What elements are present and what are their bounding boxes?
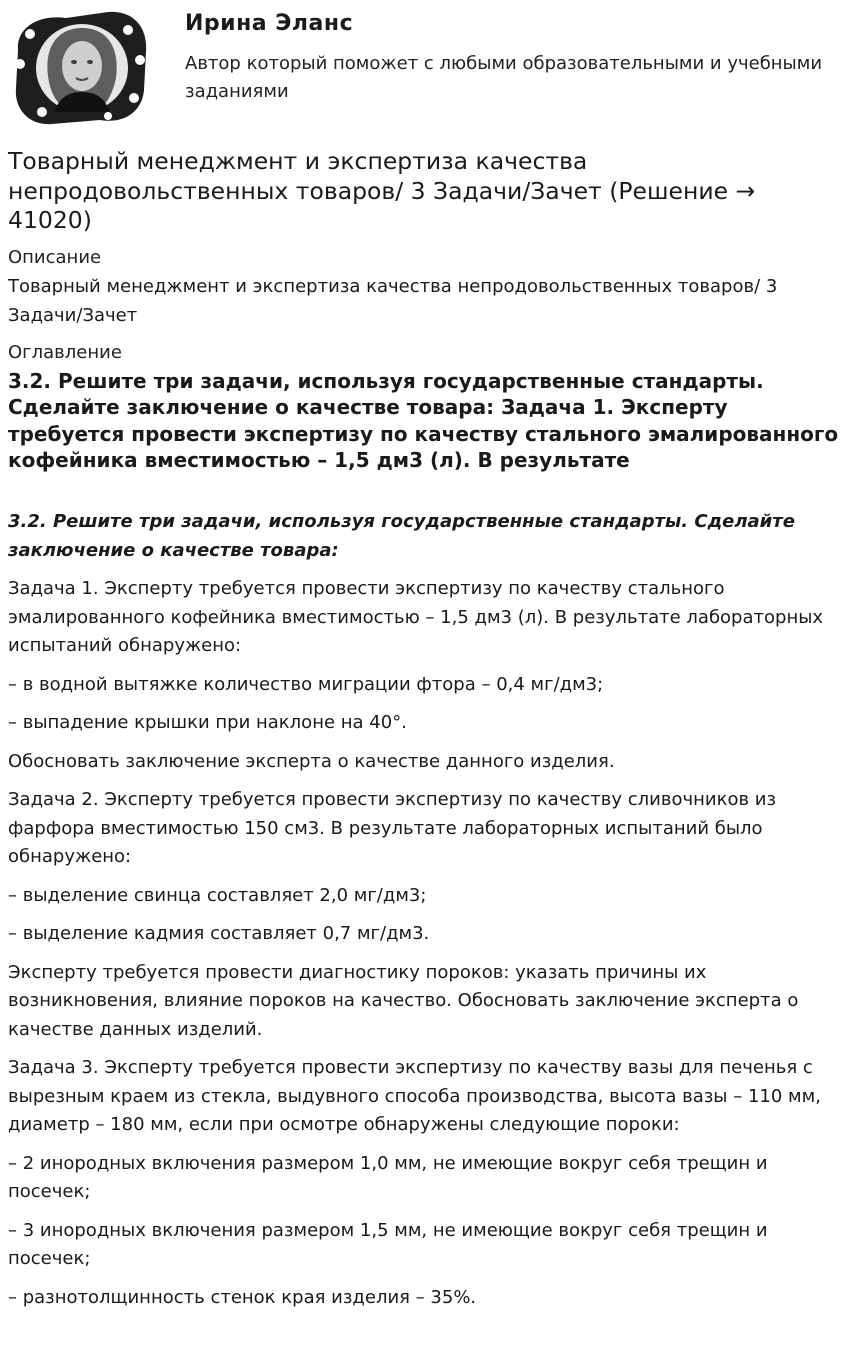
content-paragraph: – выпадение крышки при наклоне на 40°. (8, 712, 407, 733)
content-paragraph: – выделение свинца составляет 2,0 мг/дм3; (8, 884, 427, 906)
description-text: Товарный менеджмент и экспертиза качества непродовольственных товаров/ 3 Задачи/Зачет (8, 276, 778, 326)
content-paragraph: Задача 3. Эксперту требуется провести экспертизу по качеству вазы для печенья с вырезным краем из стекла, выдувного способа производства, высота вазы – 110 мм, диаметр – 180 мм, если при осмотре обнаружены следующие пороки: (8, 1057, 821, 1135)
author-avatar[interactable] (8, 8, 150, 126)
content-paragraph: – 3 инородных включения размером 1,5 мм, не имеющие вокруг себя трещин и посечек; (8, 1219, 768, 1269)
content-paragraph: Эксперту требуется провести диагностику пороков: указать причины их возникновения, влияние пороков на качество. Обосновать заключение эксперта о качестве данных изделий. (8, 961, 799, 1040)
toc-label: Оглавление (8, 342, 122, 363)
content-paragraph: – в водной вытяжке количество миграции фтора – 0,4 мг/дм3; (8, 673, 604, 695)
content-paragraph: – разнотолщинность стенок края изделия – 35%. (8, 1286, 477, 1308)
author-bio: Автор который поможет с любыми образовательными и учебными заданиями (185, 53, 823, 102)
description-label: Описание (8, 247, 102, 268)
content-paragraph: – 2 инородных включения размером 1,0 мм, не имеющие вокруг себя трещин и посечек; (8, 1152, 768, 1202)
author-card (0, 0, 847, 130)
author-name[interactable]: Ирина Эланс (185, 11, 354, 36)
content-paragraph: Задача 2. Эксперту требуется провести экспертизу по качеству сливочников из фарфора вместимостью 150 см3. В результате лабораторных испытаний было обнаружено: (8, 789, 777, 867)
content-paragraph: Задача 1. Эксперту требуется провести экспертизу по качеству стального эмалированного кофейника вместимостью – 1,5 дм3 (л). В результате лабораторных испытаний обнаружено: (8, 578, 824, 656)
toc-heading: 3.2. Решите три задачи, используя государственные стандарты. Сделайте заключение о качестве товара: Задача 1. Эксперту требуется провести экспертизу по качеству стального эмалированного кофейника вместимостью – 1,5 дм3 (л). В результате (8, 369, 839, 472)
content-paragraph: – выделение кадмия составляет 0,7 мг/дм3. (8, 923, 430, 944)
content-paragraph: Обосновать заключение эксперта о качестве данного изделия. (8, 750, 615, 772)
content-body (8, 508, 842, 1322)
page-title: Товарный менеджмент и экспертиза качества непродовольственных товаров/ 3 Задачи/Зачет (Решение → 41020) (8, 147, 756, 234)
content-lead: 3.2. Решите три задачи, используя государственные стандарты. Сделайте заключение о качестве товара: (8, 511, 795, 561)
